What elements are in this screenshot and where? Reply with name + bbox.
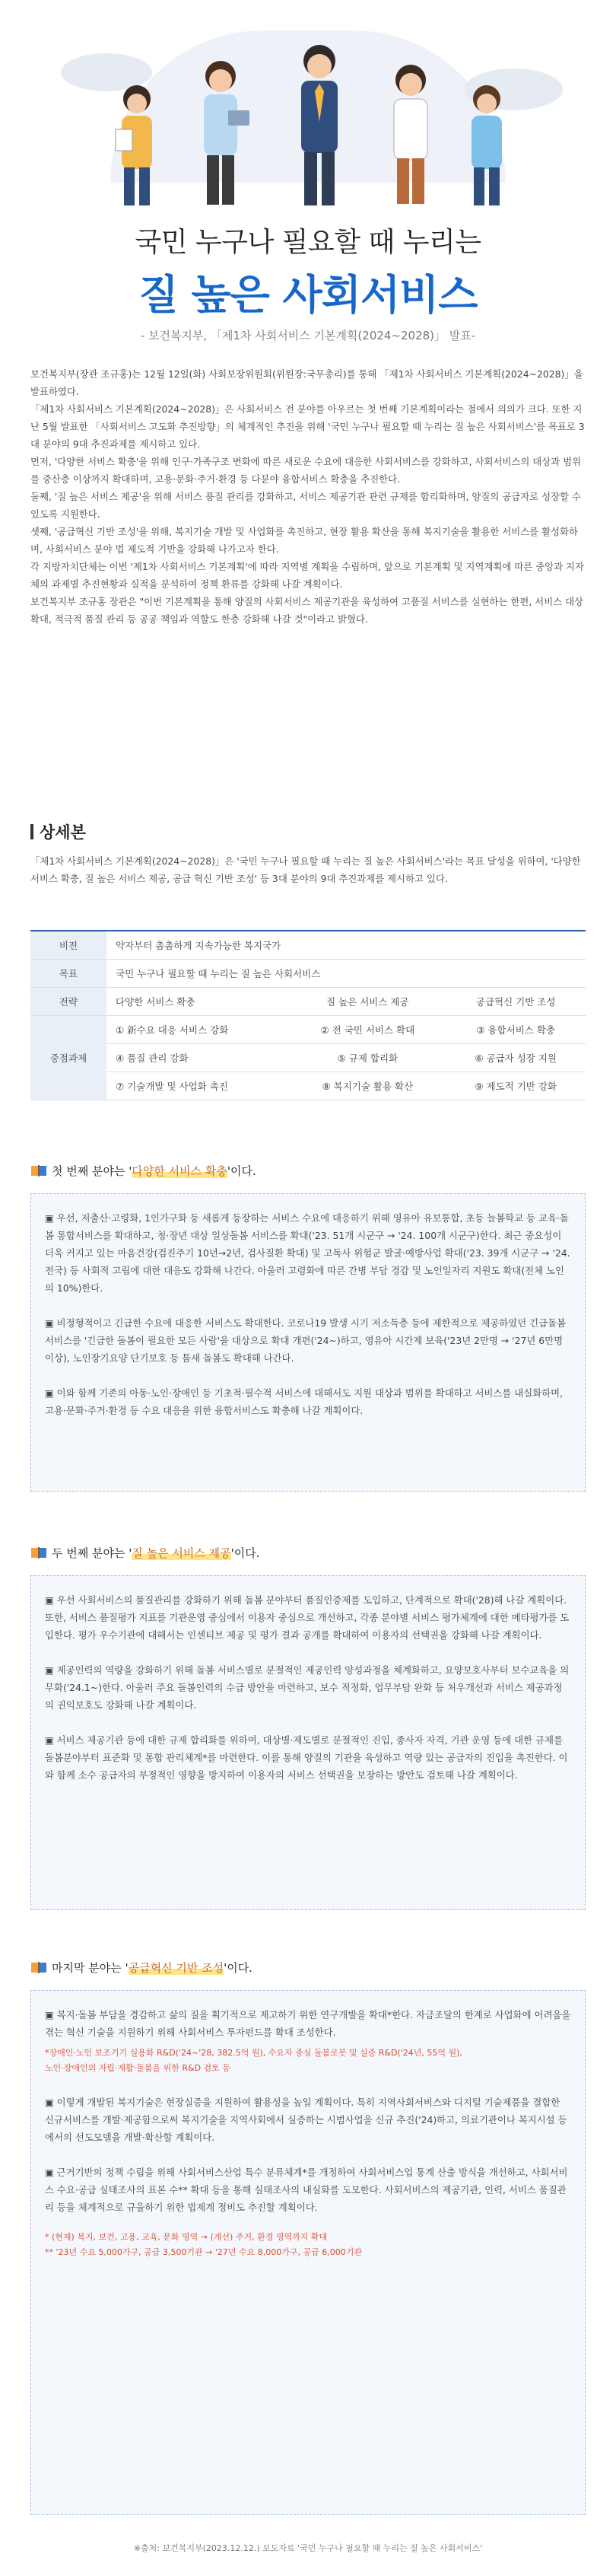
plan-table	[30, 930, 586, 1100]
table-cell: ⑥ 공급자 성장 지원	[446, 1043, 586, 1071]
detail-intro: 「제1차 사회서비스 기본계획(2024~2028)」은 '국민 누구나 필요할 때 누리는 질 높은 사회서비스'라는 목표 달성을 위하여, '다양한 서비스 확충, 질 높은 서비스 제공, 공급 혁신 기반 조성' 등 3대 분야의 9대 추진과제를 제시하고 있다.	[30, 855, 581, 884]
table-cell: ② 전 국민 서비스 확대	[289, 1015, 446, 1043]
intro-paragraph: 먼저, '다양한 서비스 확충'을 위해 인구·가족구조 변화에 따른 새로운 수요에 대응한 사회서비스를 강화하고, 사회서비스의 대상과 범위를 중산층 이상까지 확대하며, 고용·문화·주거·환경 등 다분야 융합서비스 확충을 추진한다.	[30, 456, 582, 485]
detail-heading	[30, 820, 86, 843]
table-cell: 질 높은 서비스 제공	[289, 987, 446, 1015]
hero-title-line2: 질 높은 사회서비스	[138, 271, 478, 319]
hero-banner	[0, 0, 616, 319]
area-paragraph: ▣ 복지·돌봄 부담을 경감하고 삶의 질을 획기적으로 제고하기 위한 연구개발을 확대*한다. 자금조달의 한계로 사업화에 어려움을 겪는 혁신 기술을 지원하기 위해 사회서비스 투자펀드를 확대 조성한다.	[45, 2009, 571, 2038]
book-icon	[30, 1546, 47, 1559]
table-header-cell: 전략	[30, 987, 106, 1015]
table-cell: ⑦ 기술개발 및 사업화 촉진	[106, 1071, 289, 1100]
source-footer: ※출처: 보건복지부(2023.12.12.) 보도자료 '국민 누구나 필요할 때 누리는 질 높은 사회서비스'	[133, 2543, 483, 2553]
area-heading-text: 마지막 분야는 '	[52, 1961, 129, 1975]
people-illustration	[0, 15, 616, 209]
table-cell: 국민 누구나 필요할 때 누리는 질 높은 사회서비스	[106, 959, 586, 987]
area-paragraph: ▣ 우선 사회서비스의 품질관리를 강화하기 위해 돌봄 분야부터 품질인증제를 도입하고, 단계적으로 확대('28)해 나갈 계획이다. 또한, 서비스 품질평가 지표를 기관운영 중심에서 이용자 중심으로 개선하고, 각종 분야별 서비스 평가체계에 대한 메타평가를 도입한다. 평가 우수기관에 대해서는 인센티브 제공 및 평가 결과 공개를 확대하여 이용자의 선택권을 강화해 나갈 계획이다.	[45, 1594, 570, 1641]
footnote: ** '23년 수요 5,000가구, 공급 3,500기관 → '27년 수요 8,000가구, 공급 6,000기관	[45, 2247, 362, 2257]
table-row	[30, 1015, 586, 1043]
table-row	[30, 1071, 586, 1100]
table-row	[30, 959, 586, 987]
area-3-box	[30, 1990, 586, 2515]
area-paragraph: ▣ 근거기반의 정책 수립을 위해 사회서비스산업 특수 분류체계*를 개정하여 사회서비스업 통계 산출 방식을 개선하고, 사회서비스 수요·공급 실태조사의 표본 수** 확대 등을 통해 실태조사의 내실화를 도모한다. 사회서비스의 제공기관, 인력, 서비스 품질관리 등을 체계적으로 규율하기 위한 법제계 정비도 추진할 계획이다.	[45, 2167, 568, 2213]
footnote: * (현재) 복지, 보건, 고용, 교육, 문화 영역 → (개선) 주거, 환경 영역까지 확대	[45, 2232, 328, 2242]
area-highlight: 질 높은 서비스 제공	[132, 1546, 231, 1560]
area-paragraph: ▣ 비정형적이고 긴급한 수요에 대응한 서비스도 확대한다. 코로나19 발생 시기 저소득층 등에 제한적으로 제공하였던 긴급돌봄 서비스를 '긴급한 돌봄이 필요한 모든 사람'을 대상으로 확대 개편('24~)하고, 영유아 시간제 보육('23년 2만명 → '27년 6만명 이상), 노인장기요양 단기보호 등 틈새 돌봄도 확대해 나간다.	[45, 1317, 567, 1364]
person-illustration-2	[204, 61, 249, 205]
table-header-cell: 중점과제	[30, 1015, 106, 1100]
table-cell: 다양한 서비스 확충	[106, 987, 289, 1015]
area-heading-text: 첫 번째 분야는 '	[52, 1164, 132, 1178]
intro-paragraph: 둘째, '질 높은 서비스 제공'을 위해 서비스 품질 관리를 강화하고, 서비스 제공기관 관련 규제를 합리화하며, 양질의 공급자로 성장할 수 있도록 지원한다.	[30, 491, 581, 520]
footnote: *장애인·노인 보조기기 실용화 R&D('24~'28, 382.5억 원), 수요자 중심 돌봄로봇 및 실증 R&D('24년, 55억 원),	[45, 2048, 462, 2058]
area-highlight: 공급혁신 기반 조성	[128, 1961, 224, 1975]
person-illustration-5	[472, 85, 502, 205]
area-1-heading	[30, 1163, 256, 1179]
table-row	[30, 1043, 586, 1071]
area-heading-text: 두 번째 분야는 '	[52, 1546, 132, 1560]
intro-text	[30, 365, 586, 628]
intro-paragraph: 각 지방자치단체는 이번 '제1차 사회서비스 기본계획'에 따라 지역별 계획을 수립하며, 앞으로 기본계획 및 지역계획에 따른 중앙과 지자체의 과제별 추진현황과 실적을 분석하여 정책 환류를 강화해 나갈 계획이다.	[30, 561, 584, 590]
detail-heading-text: 상세본	[40, 823, 86, 842]
area-highlight: 다양한 서비스 확충	[132, 1164, 227, 1178]
area-paragraph: ▣ 이와 함께 기존의 아동·노인·장애인 등 기초적·필수적 서비스에 대해서도 지원 대상과 범위를 확대하고 서비스를 내실화하며, 고용·문화·주거·환경 등 수요 대응을 위한 융합서비스도 확충해 나갈 계획이다.	[45, 1387, 564, 1416]
table-row	[30, 987, 586, 1015]
table-cell: 약자부터 촘촘하게 지속가능한 복지국가	[106, 931, 586, 959]
table-cell: ③ 융합서비스 확충	[446, 1015, 586, 1043]
person-illustration-3	[301, 45, 338, 205]
hero-source: - 보건복지부, 「제1차 사회서비스 기본계획(2024~2028)」 발표-	[140, 329, 476, 342]
person-illustration-4	[394, 65, 427, 204]
table-cell: ⑧ 복지기술 활용 확산	[289, 1071, 446, 1100]
intro-paragraph: 보건복지부(장관 조규홍)는 12월 12일(화) 사회보장위원회(위원장:국무총리)를 통해 「제1차 사회서비스 기본계획(2024~2028)」을 발표하였다.	[30, 368, 583, 397]
area-heading-text: '이다.	[230, 1546, 260, 1560]
table-cell: ① 新수요 대응 서비스 강화	[106, 1015, 289, 1043]
area-heading-text: '이다.	[224, 1961, 252, 1975]
area-paragraph: ▣ 제공인력의 역량을 강화하기 위해 돌봄 서비스별로 분절적인 제공인력 양성과정을 체계화하고, 요양보호사부터 보수교육을 의무화('24.1~)한다. 아울러 주요 돌봄인력의 수급 방안을 마련하고, 보수 적정화, 업무부담 완화 등 처우개선과 서비스 제공과정의 권익보호도 강화해 나갈 계획이다.	[45, 1664, 570, 1711]
table-cell: ④ 품질 관리 강화	[106, 1043, 289, 1071]
area-1-box	[30, 1193, 586, 1492]
table-row	[30, 931, 586, 959]
area-2-heading	[30, 1545, 259, 1561]
intro-paragraph: 「제1차 사회서비스 기본계획(2024~2028)」은 사회서비스 전 분야를 아우르는 첫 번째 기본계획이라는 점에서 의의가 크다. 또한 지난 5월 발표한 「사회서비스 고도화 추진방향」의 체계적인 추진을 위해 '국민 누구나 필요할 때 누리는 질 높은 사회서비스'를 목표로 3대 분야의 9대 추진과제를 제시하고 있다.	[30, 403, 585, 450]
intro-paragraph: 셋째, '공급혁신 기반 조성'을 위해, 복지기술 개발 및 사업화를 촉진하고, 현장 활용 확산을 통해 복지기술을 활용한 서비스를 활성화하며, 사회서비스 분야 법 제도적 기반을 강화해 나가고자 한다.	[30, 526, 578, 555]
book-icon	[30, 1164, 47, 1177]
table-cell: 공급혁신 기반 조성	[446, 987, 586, 1015]
area-paragraph: ▣ 이렇게 개발된 복지기술은 현장실증을 지원하여 활용성을 높일 계획이다. 특히 지역사회서비스와 디지털 기술제품을 결합한 신규서비스를 개발·제공함으로써 복지기술을 지역사회에서 실증하는 시범사업을 신규 추진('24)하고, 의료기관이나 복지시설 등에서의 선도모델을 개발·확산할 계획이다.	[45, 2097, 567, 2143]
table-cell: ⑨ 제도적 기반 강화	[446, 1071, 586, 1100]
table-header-cell: 비전	[30, 931, 106, 959]
area-heading-text: '이다.	[227, 1164, 256, 1178]
book-icon	[30, 1960, 47, 1974]
area-paragraph: ▣ 우선, 저출산·고령화, 1인가구화 등 새롭게 등장하는 서비스 수요에 대응하기 위해 영유아 유보통합, 초등 늘봄학교 등 교육·돌봄 통합서비스를 확대하고, 청·장년 대상 일상돌봄 서비스를 확대('23. 51개 시군구 → '24. 100개 시군구)한다. 최근 중요성이 더욱 커지고 있는 마음건강(검진주기 10년→2년, 검사질환 확대) 및 고독사 위험군 발굴·예방사업 확대('23. 39개 시군구 → '24. 전국) 등 사회적 고립에 대한 대응도 강화해 나간다. 아울러 고령화에 따른 간병 부담 경감 및 노인일자리 지원도 확대(전체 노인의 10%)한다.	[45, 1212, 570, 1294]
heading-bar	[30, 824, 33, 839]
area-3-heading	[30, 1960, 252, 1976]
table-cell: ⑤ 규제 합리화	[289, 1043, 446, 1071]
area-2-box	[30, 1575, 586, 1910]
intro-paragraph: 보건복지부 조규홍 장관은 "이번 기본계획을 통해 양질의 사회서비스 제공기관을 육성하여 고품질 서비스를 실현하는 한편, 서비스 대상 확대, 적극적 품질 관리 등 공공 책임과 역할도 한층 강화해 나갈 것"이라고 밝혔다.	[30, 596, 584, 625]
hero-title-line1: 국민 누구나 필요할 때 누리는	[135, 227, 481, 258]
person-illustration-1	[116, 85, 152, 205]
area-paragraph: ▣ 서비스 제공기관 등에 대한 규제 합리화를 위하여, 대상별·제도별로 분절적인 진입, 종사자 자격, 기관 운영 등에 대한 규제를 돌봄분야부터 표준화 및 통합 관리체계*를 마련한다. 이를 통해 양질의 기관을 육성하고 역량 있는 공급자의 진입을 촉진한다. 이와 함께 소수 공급자의 부정적인 영향을 방지하여 이용자의 서비스 선택권을 보장하는 방안도 검토해 나갈 계획이다.	[45, 1734, 568, 1781]
table-header-cell: 목표	[30, 959, 106, 987]
footnote: 노인·장애인의 자립·재활·돌봄을 위한 R&D 검토 등	[45, 2063, 230, 2073]
